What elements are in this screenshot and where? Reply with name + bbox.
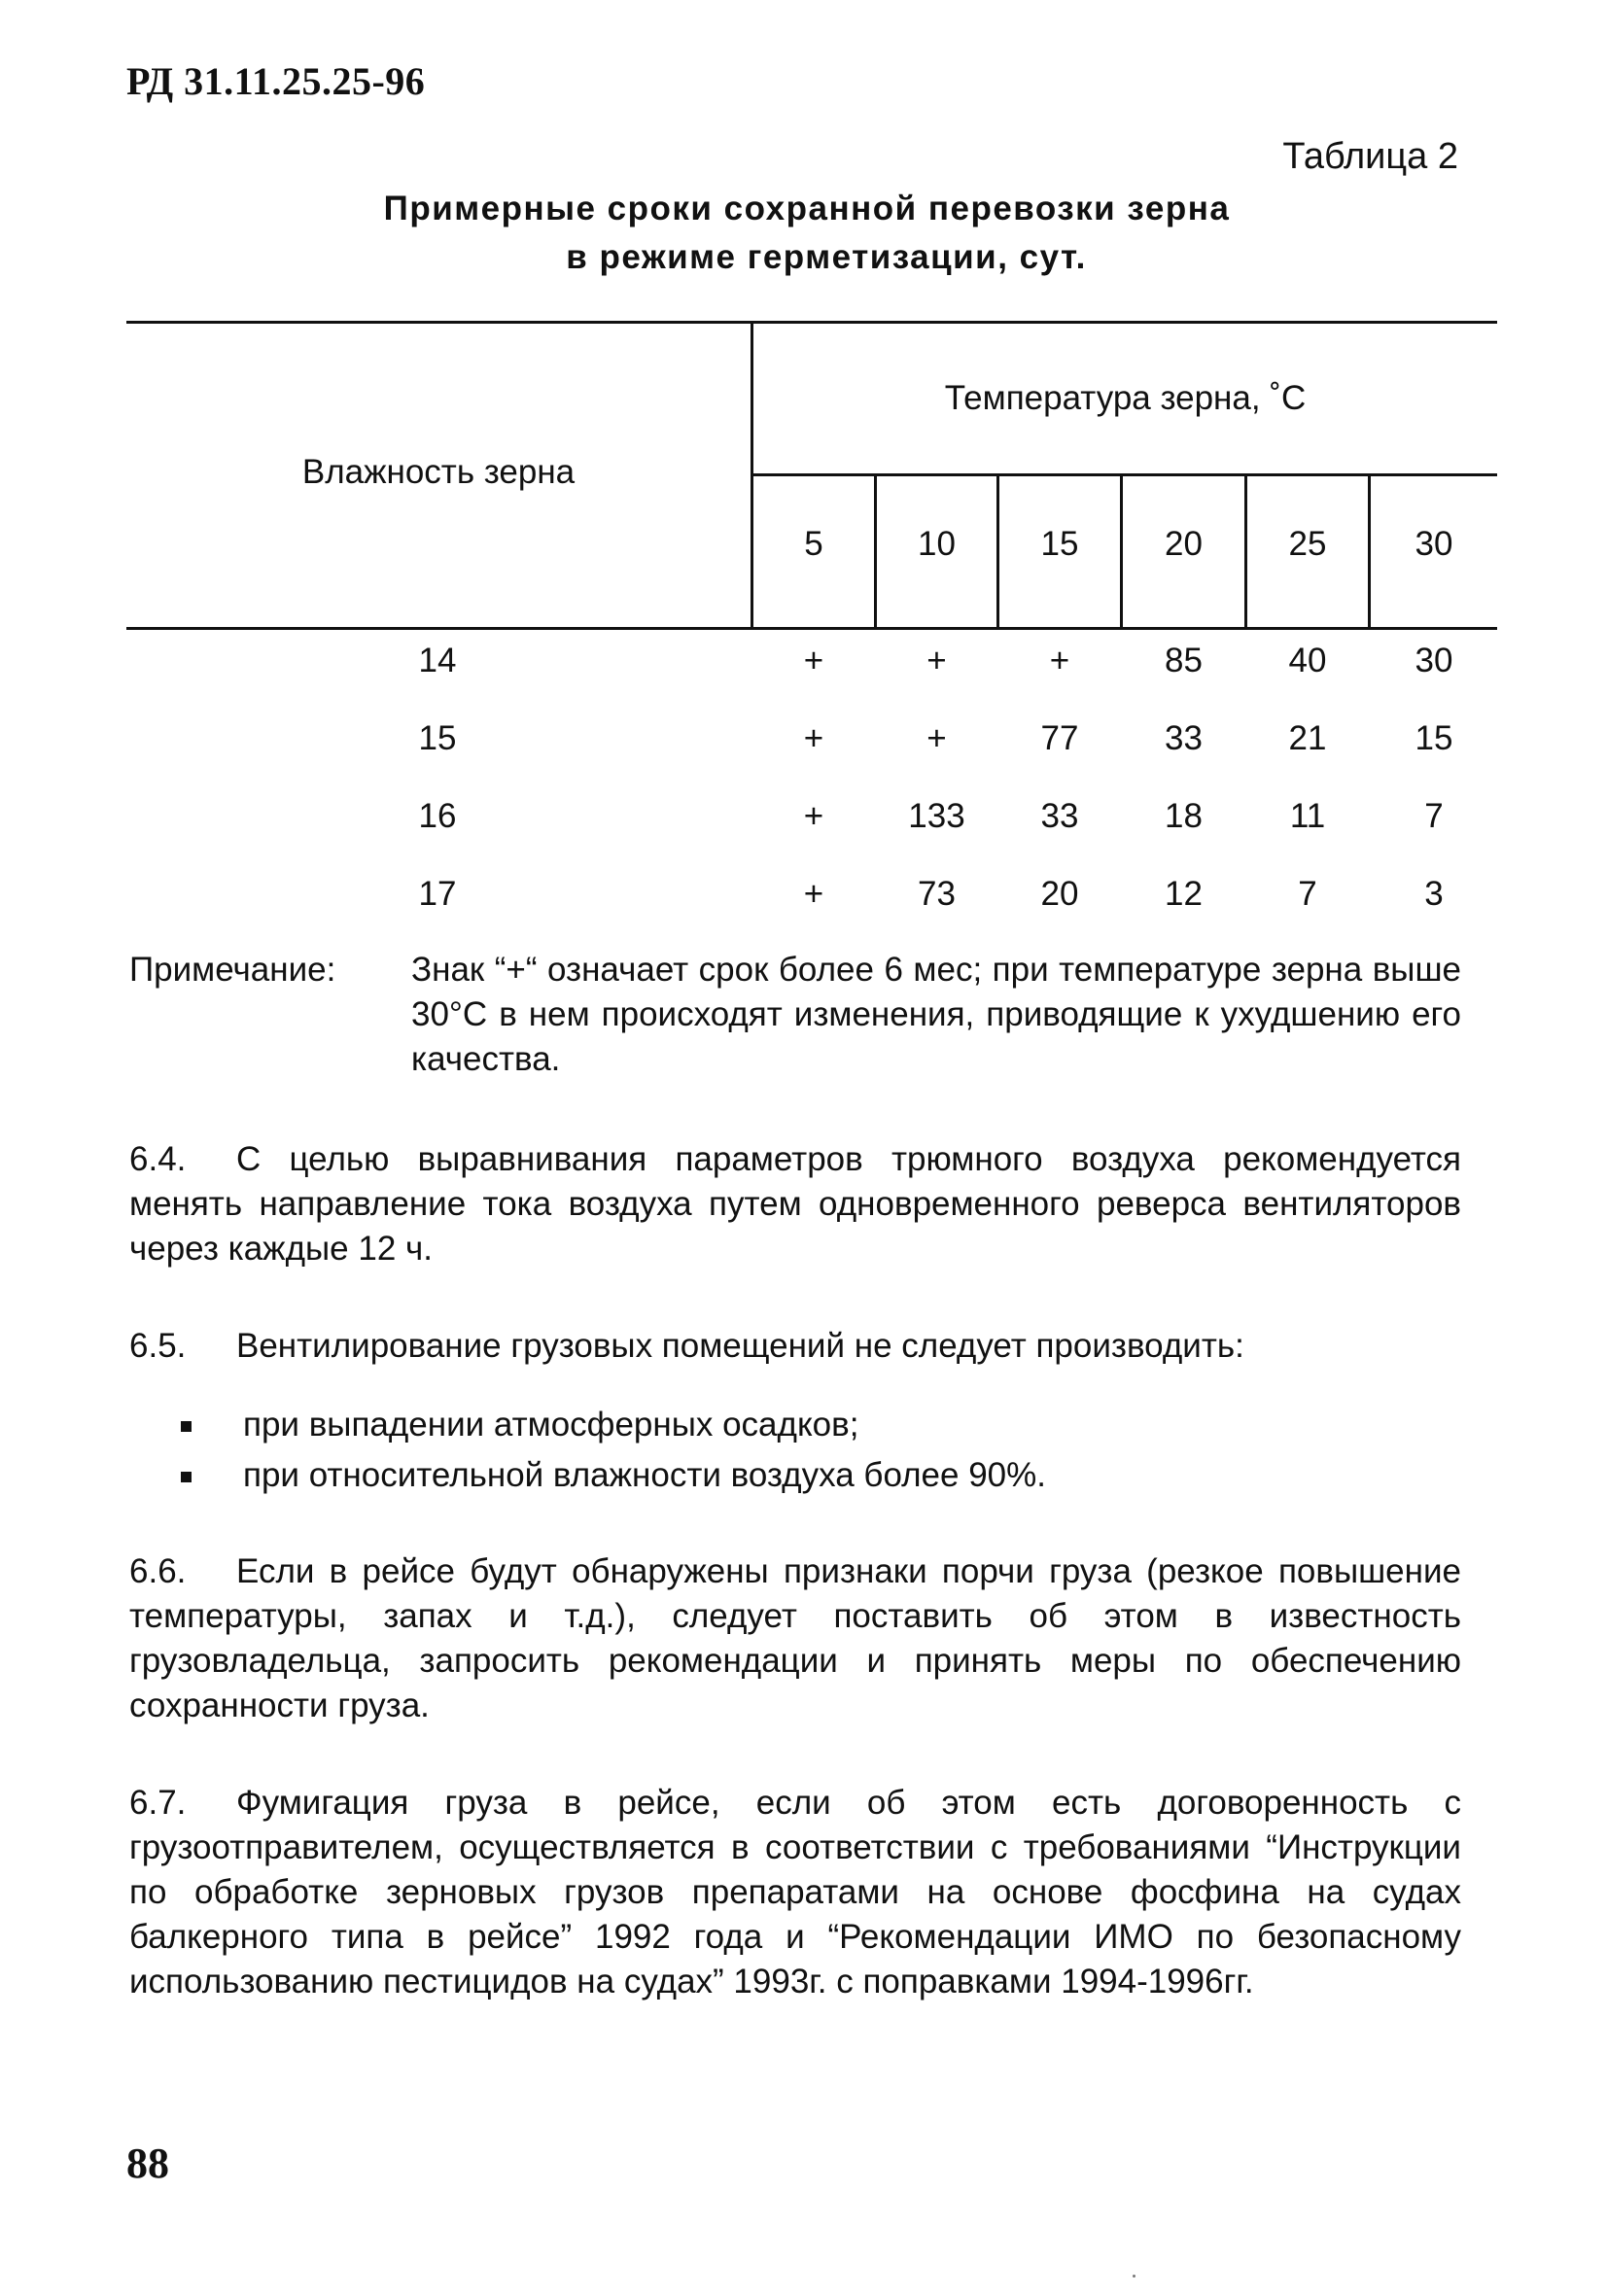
table-title-line-2: в режиме герметизации, сут. <box>566 238 1087 276</box>
bullet-list <box>175 1400 1439 1501</box>
column-header-25: 25 <box>1288 525 1327 563</box>
group-header-temperature: Температура зерна, ˚С <box>944 379 1307 417</box>
list-item <box>175 1450 1439 1501</box>
paragraph-6-5 <box>129 1324 1461 1369</box>
header-vertical-rule <box>751 323 753 630</box>
document-code: РД 31.11.25.25-96 <box>126 59 426 103</box>
value-cell: 33 <box>1040 797 1079 835</box>
value-cell: 7 <box>1424 797 1444 835</box>
note-text: Знак “+“ означает срок более 6 мес; при температуре зерна выше 30°С в нем происходят изменения, приводящие к ухудшению его качества. <box>411 951 1461 1078</box>
paragraph-number: 6.5. <box>129 1327 187 1365</box>
value-cell: 7 <box>1298 875 1317 913</box>
value-cell: + <box>803 719 824 757</box>
value-cell: 77 <box>1040 719 1079 757</box>
table-row <box>0 797 1607 855</box>
square-bullet-icon <box>181 1421 192 1432</box>
paragraph-number: 6.4. <box>129 1140 187 1178</box>
square-bullet-icon <box>181 1472 192 1482</box>
table-row <box>0 719 1607 778</box>
table-top-rule <box>126 321 1497 324</box>
value-cell: 12 <box>1165 875 1203 913</box>
humidity-cell: 16 <box>418 797 457 835</box>
value-cell: + <box>803 875 824 913</box>
humidity-cell: 15 <box>418 719 457 757</box>
value-cell: 73 <box>918 875 956 913</box>
page-number: 88 <box>126 2139 169 2187</box>
value-cell: 11 <box>1289 797 1326 835</box>
paragraph-6-4 <box>129 1137 1461 1271</box>
column-header-20: 20 <box>1165 525 1203 563</box>
value-cell: 18 <box>1165 797 1203 835</box>
list-item-text: при относительной влажности воздуха более 90%. <box>243 1456 1046 1494</box>
value-cell: 30 <box>1415 642 1453 679</box>
table-title-line-1: Примерные сроки сохранной перевозки зерна <box>383 190 1231 227</box>
value-cell: + <box>803 797 824 835</box>
value-cell: 133 <box>908 797 965 835</box>
paragraph-text: Если в рейсе будут обнаружены признаки порчи груза (резкое повышение температуры, запах и т.д.), следует поставить об этом в известность грузовладельца, запросить рекомендации и принять меры по обеспечению сохранности груза. <box>129 1552 1461 1724</box>
paragraph-text: С целью выравнивания параметров трюмного воздуха рекомендуется менять направление тока воздуха путем одновременного реверса вентиляторов через каждые 12 ч. <box>129 1140 1461 1268</box>
value-cell: + <box>1049 642 1070 679</box>
value-cell: 21 <box>1288 719 1327 757</box>
table-title <box>126 185 1487 282</box>
temperature-group-rule <box>751 473 1497 476</box>
column-header-15: 15 <box>1040 525 1079 563</box>
value-cell: 3 <box>1424 875 1444 913</box>
list-item <box>175 1400 1439 1450</box>
column-header-10: 10 <box>918 525 956 563</box>
paragraph-6-7 <box>129 1781 1461 2004</box>
list-item-text: при выпадении атмосферных осадков; <box>243 1406 859 1444</box>
table-row <box>0 875 1607 933</box>
value-cell: + <box>803 642 824 679</box>
humidity-cell: 17 <box>418 875 457 913</box>
value-cell: + <box>926 642 947 679</box>
table-row <box>0 642 1607 700</box>
paragraph-number: 6.6. <box>129 1552 187 1590</box>
column-header-30: 30 <box>1415 525 1453 563</box>
paragraph-text: Фумигация груза в рейсе, если об этом есть договоренность с грузоотправителем, осуществляется в соответствии с требованиями “Инструкции по обработке зерновых грузов препаратами на основе фосфина на судах балкерного типа в рейсе” 1992 года и “Рекомендации ИМО по безопасному использованию пестицидов на судах” 1993г. с поправками 1994-1996гг. <box>129 1784 1461 2000</box>
note-label: Примечание: <box>129 951 336 989</box>
header-bottom-rule <box>126 627 1497 630</box>
humidity-cell: 14 <box>418 642 457 679</box>
paragraph-text: Вентилирование грузовых помещений не следует производить: <box>236 1327 1244 1365</box>
row-header-humidity: Влажность зерна <box>301 453 576 491</box>
value-cell: 40 <box>1288 642 1327 679</box>
column-header-5: 5 <box>804 525 823 563</box>
value-cell: 33 <box>1165 719 1203 757</box>
paragraph-number: 6.7. <box>129 1784 187 1822</box>
value-cell: 85 <box>1165 642 1203 679</box>
value-cell: + <box>926 719 947 757</box>
value-cell: 15 <box>1415 719 1453 757</box>
table-number: Таблица 2 <box>1282 136 1458 177</box>
scan-speck <box>1133 2275 1135 2278</box>
paragraph-6-6 <box>129 1549 1461 1728</box>
value-cell: 20 <box>1040 875 1079 913</box>
